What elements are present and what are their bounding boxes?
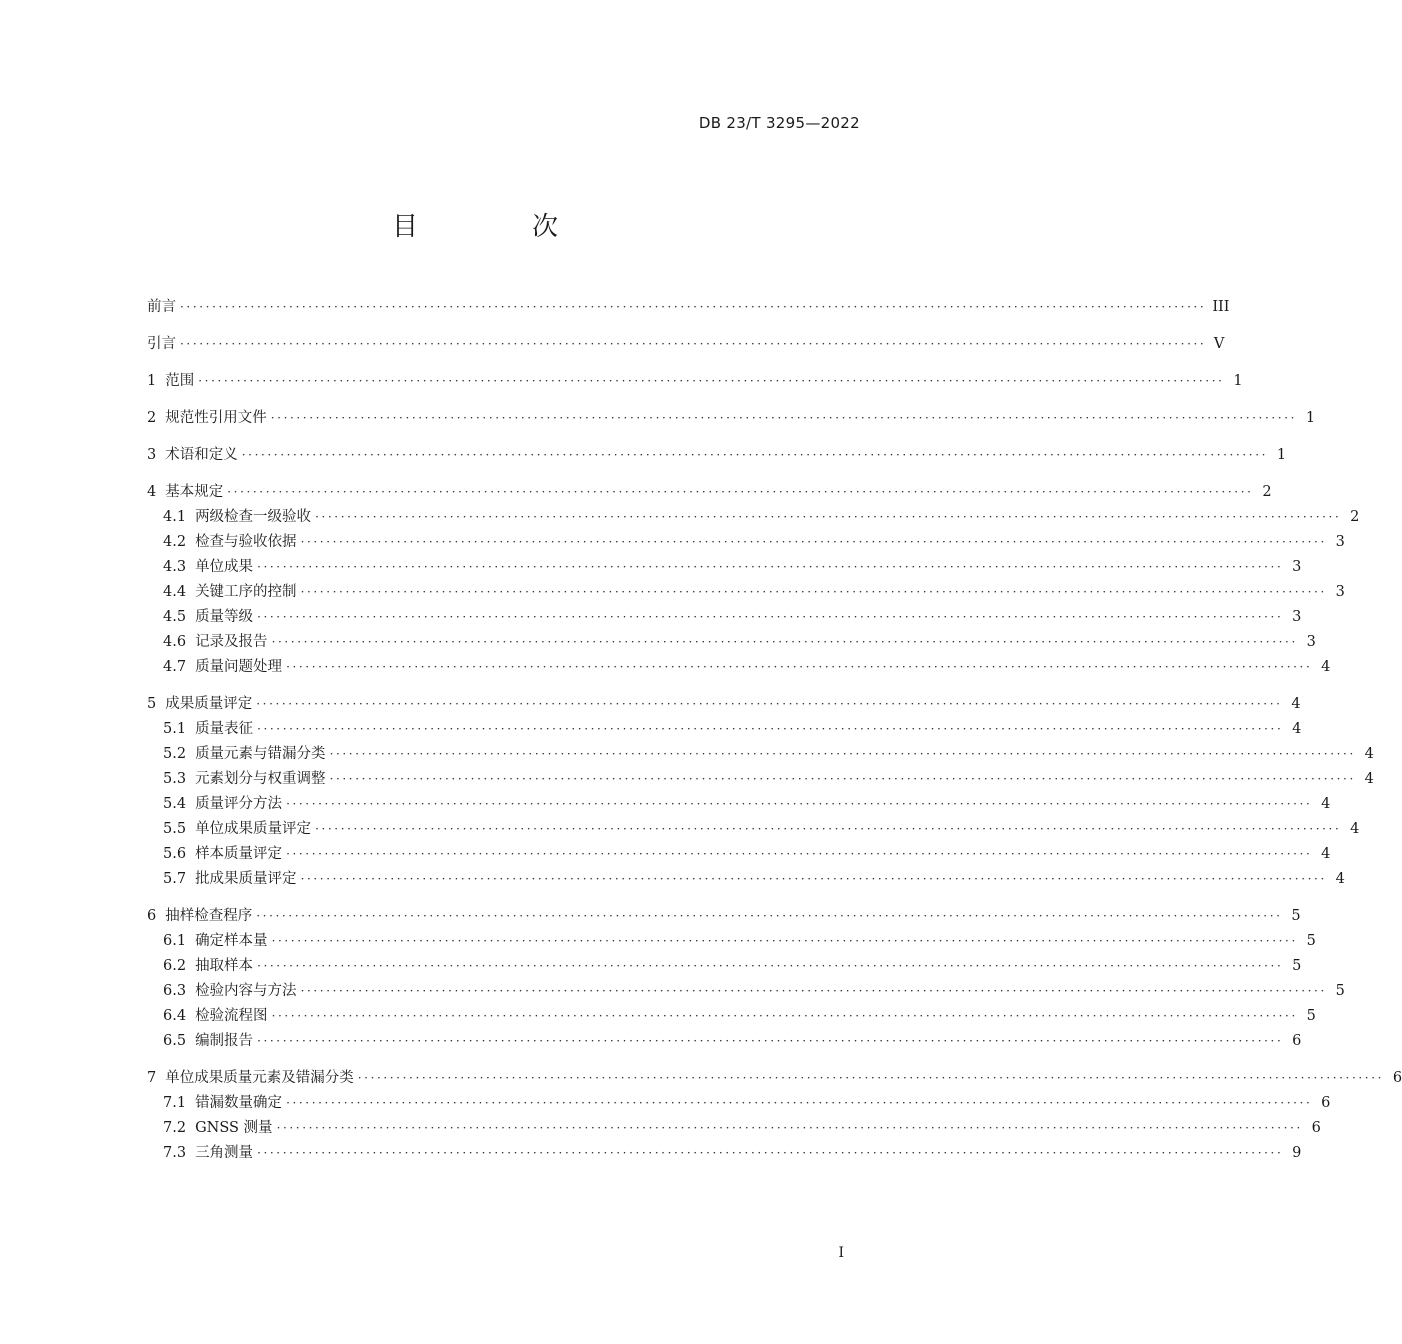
toc-entry[interactable] (147, 1004, 1316, 1029)
toc-entry[interactable] (147, 742, 1374, 767)
toc-entry[interactable] (147, 655, 1331, 680)
toc-entry-number: 5.1 (163, 721, 187, 737)
toc-entry-page: 5 (1335, 983, 1345, 999)
dot-leader: ································································································································································ (256, 697, 1283, 711)
toc-entry-number: 4.5 (163, 609, 187, 625)
toc-entry-number: 6.3 (163, 983, 187, 999)
toc-entry-label: 单位成果质量元素及错漏分类 (165, 1070, 354, 1086)
toc-entry-page: 4 (1364, 746, 1374, 762)
toc-entry[interactable] (147, 505, 1360, 530)
toc-entry-number: 6.1 (163, 933, 187, 949)
toc-entry[interactable] (147, 630, 1316, 655)
toc-entry[interactable] (147, 979, 1345, 1004)
page-title: 目 次 (391, 212, 602, 242)
toc-entry-number: 7.2 (163, 1120, 187, 1136)
toc-entry-page: 1 (1276, 447, 1287, 463)
dot-leader: ································································································································································ (271, 934, 1298, 948)
dot-leader: ································································································································································ (300, 585, 1327, 599)
toc-entry-label: 元素划分与权重调整 (195, 771, 326, 787)
dot-leader: ································································································································································ (276, 1121, 1303, 1135)
dot-leader: ································································································································································ (315, 822, 1342, 836)
dot-leader: ································································································································································ (286, 847, 1313, 861)
toc-entry[interactable] (147, 1141, 1302, 1166)
toc-entry-label: 术语和定义 (165, 447, 238, 463)
toc-entry-page: 5 (1292, 958, 1302, 974)
toc-entry-page: 3 (1306, 634, 1316, 650)
toc-entry-number: 3 (147, 447, 157, 463)
toc-entry[interactable] (147, 954, 1302, 979)
toc-entry[interactable] (147, 817, 1360, 842)
toc-entry-page: 1 (1233, 373, 1243, 389)
toc-entry-number: 6.2 (163, 958, 187, 974)
toc-entry-label: 两级检查一级验收 (195, 509, 312, 525)
toc-entry-label: 确定样本量 (195, 933, 268, 949)
dot-leader: ································································································································································ (286, 660, 1313, 674)
toc-entry[interactable] (147, 443, 1287, 468)
toc-entry[interactable] (147, 1116, 1321, 1141)
dot-leader: ································································································································································ (256, 909, 1283, 923)
toc-entry-page: 1 (1305, 410, 1316, 426)
toc-entry-number: 5.6 (163, 846, 187, 862)
toc-entry-label: 批成果质量评定 (195, 871, 297, 887)
dot-leader: ································································································································································ (286, 1096, 1313, 1110)
toc-entry-page: 6 (1392, 1070, 1402, 1086)
toc-entry-number: 4.1 (163, 509, 187, 525)
dot-leader: ································································································································································ (180, 300, 1207, 314)
toc-entry-label: 关键工序的控制 (195, 584, 297, 600)
toc-entry-number: 5.7 (163, 871, 187, 887)
toc-entry-number: 5 (147, 696, 157, 712)
toc-entry[interactable] (147, 904, 1301, 929)
toc-entry-label: 检验流程图 (195, 1008, 268, 1024)
toc-entry-label: 基本规定 (165, 484, 224, 500)
toc-entry[interactable] (147, 1066, 1402, 1091)
dot-leader: ································································································································································ (257, 1146, 1284, 1160)
dot-leader: ································································································································································ (227, 485, 1254, 499)
toc-entry[interactable] (147, 692, 1301, 717)
toc-entry-page: 3 (1335, 584, 1345, 600)
toc-entry-page: 4 (1292, 721, 1302, 737)
toc-entry[interactable] (147, 767, 1374, 792)
toc-entry-number: 4.6 (163, 634, 187, 650)
toc-entry-label: 检查与验收依据 (195, 534, 297, 550)
toc-entry-page: 9 (1292, 1145, 1302, 1161)
toc-entry[interactable] (147, 867, 1345, 892)
toc-entry-label: 质量问题处理 (195, 659, 283, 675)
toc-entry-page: 4 (1321, 846, 1331, 862)
toc-entry-number: 6.4 (163, 1008, 187, 1024)
toc-entry-page: 5 (1291, 908, 1301, 924)
toc-entry-label: GNSS 测量 (195, 1120, 273, 1136)
toc-entry-page: 5 (1306, 1008, 1316, 1024)
toc-entry-page: 4 (1321, 796, 1331, 812)
dot-leader: ································································································································································ (357, 1071, 1385, 1085)
toc-entry-label: 引言 (147, 336, 176, 352)
toc-entry-label: 规范性引用文件 (165, 410, 267, 426)
dot-leader: ································································································································································ (198, 374, 1225, 388)
toc-entry-page: 6 (1292, 1033, 1302, 1049)
toc-entry-label: 错漏数量确定 (195, 1095, 283, 1111)
toc-entry[interactable] (147, 717, 1302, 742)
dot-leader: ································································································································································ (300, 872, 1327, 886)
dot-leader: ································································································································································ (270, 411, 1298, 425)
toc-entry-label: 抽取样本 (195, 958, 254, 974)
toc-entry-page: 4 (1350, 821, 1360, 837)
standard-code: DB 23/T 3295—2022 (698, 114, 860, 132)
dot-leader: ································································································································································ (271, 1009, 1298, 1023)
toc-entry-page: 4 (1321, 659, 1331, 675)
toc-entry[interactable] (147, 1091, 1331, 1116)
toc-entry-label: 前言 (147, 299, 176, 315)
toc-entry[interactable] (147, 555, 1302, 580)
toc-entry-label: 样本质量评定 (195, 846, 283, 862)
toc-entry-number: 1 (147, 373, 157, 389)
toc-entry-page: 4 (1364, 771, 1374, 787)
toc-entry-number: 5.3 (163, 771, 187, 787)
toc-entry-page: 5 (1306, 933, 1316, 949)
toc-entry-number: 2 (147, 410, 157, 426)
toc-entry-number: 7.3 (163, 1145, 187, 1161)
dot-leader: ································································································································································ (271, 635, 1298, 649)
toc-entry-label: 单位成果质量评定 (195, 821, 312, 837)
toc-entry-page: 4 (1291, 696, 1301, 712)
toc-entry-label: 三角测量 (195, 1145, 254, 1161)
dot-leader: ································································································································································ (329, 747, 1356, 761)
toc-entry-number: 4.7 (163, 659, 187, 675)
toc-entry-page: 4 (1335, 871, 1345, 887)
toc-entry[interactable] (147, 406, 1316, 431)
dot-leader: ································································································································································ (315, 510, 1342, 524)
toc-entry-number: 4.3 (163, 559, 187, 575)
toc-entry[interactable] (147, 580, 1345, 605)
toc-entry-label: 记录及报告 (195, 634, 268, 650)
toc-entry-number: 4.4 (163, 584, 187, 600)
toc-entry-label: 编制报告 (195, 1033, 254, 1049)
toc-entry-label: 检验内容与方法 (195, 983, 297, 999)
toc-entry-number: 7.1 (163, 1095, 187, 1111)
toc-entry[interactable] (147, 929, 1316, 954)
dot-leader: ································································································································································ (329, 772, 1356, 786)
dot-leader: ································································································································································ (286, 797, 1313, 811)
dot-leader: ································································································································································ (300, 984, 1327, 998)
toc-entry-label: 单位成果 (195, 559, 254, 575)
toc-entry-number: 5.2 (163, 746, 187, 762)
dot-leader: ································································································································································ (241, 448, 1269, 462)
toc-entry-label: 质量元素与错漏分类 (195, 746, 326, 762)
toc-entry-page: 3 (1292, 559, 1302, 575)
toc-entry-number: 6.5 (163, 1033, 187, 1049)
toc-entry-number: 5.5 (163, 821, 187, 837)
dot-leader: ································································································································································ (257, 959, 1284, 973)
toc-entry-number: 6 (147, 908, 157, 924)
dot-leader: ································································································································································ (257, 560, 1284, 574)
toc-entry-page: 3 (1335, 534, 1345, 550)
toc-entry-page: 6 (1321, 1095, 1331, 1111)
toc-entry-label: 范围 (165, 373, 195, 389)
dot-leader: ································································································································································ (257, 610, 1284, 624)
toc-entry-page: V (1213, 336, 1225, 352)
toc-entry-page: 2 (1262, 484, 1272, 500)
toc-entry[interactable] (147, 1029, 1302, 1054)
dot-leader: ································································································································································ (257, 722, 1284, 736)
toc-entry[interactable] (147, 332, 1225, 357)
dot-leader: ································································································································································ (180, 337, 1207, 351)
toc-entry-label: 抽样检查程序 (165, 908, 253, 924)
table-of-contents (147, 295, 1402, 1166)
toc-entry-number: 4.2 (163, 534, 187, 550)
toc-entry-page: 6 (1311, 1120, 1321, 1136)
dot-leader: ································································································································································ (257, 1034, 1284, 1048)
toc-entry-number: 7 (147, 1070, 157, 1086)
toc-entry[interactable] (147, 530, 1345, 555)
page-number: I (838, 1245, 844, 1261)
toc-entry-number: 4 (147, 484, 157, 500)
toc-entry-label: 质量评分方法 (195, 796, 283, 812)
toc-entry-label: 成果质量评定 (165, 696, 253, 712)
toc-entry-page: 3 (1292, 609, 1302, 625)
toc-entry[interactable] (147, 295, 1230, 320)
toc-entry[interactable] (147, 480, 1272, 505)
dot-leader: ································································································································································ (300, 535, 1327, 549)
toc-entry-label: 质量等级 (195, 609, 254, 625)
toc-entry[interactable] (147, 842, 1331, 867)
toc-entry-page: III (1212, 299, 1230, 315)
toc-entry[interactable] (147, 369, 1243, 394)
toc-entry[interactable] (147, 605, 1302, 630)
toc-entry-number: 5.4 (163, 796, 187, 812)
toc-entry[interactable] (147, 792, 1331, 817)
toc-entry-label: 质量表征 (195, 721, 254, 737)
toc-entry-page: 2 (1350, 509, 1360, 525)
